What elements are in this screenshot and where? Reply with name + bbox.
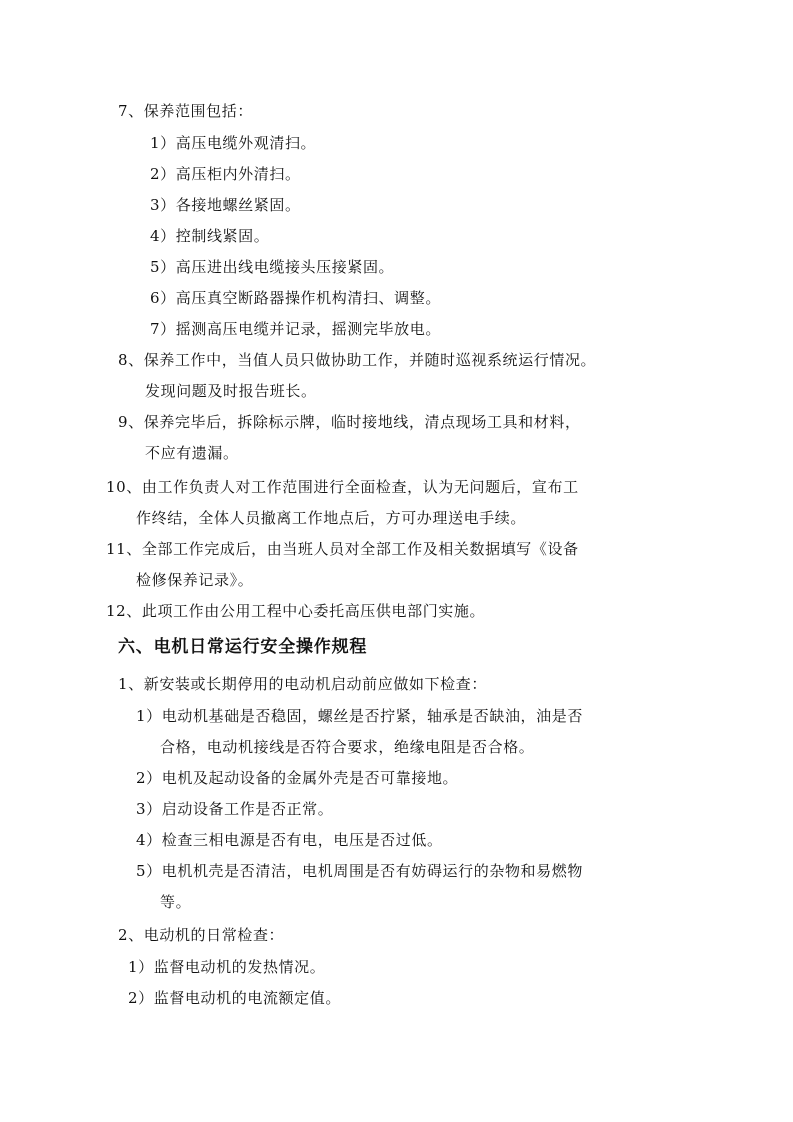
- daily-check-title: 2、电动机的日常检查：: [118, 926, 285, 944]
- scope-item-7: 7）摇测高压电缆并记录，摇测完毕放电。: [150, 320, 441, 338]
- pre-check-5-line-2: 等。: [160, 893, 192, 911]
- item-10-line-1: 10、由工作负责人对工作范围进行全面检查，认为无问题后，宣布工: [106, 478, 579, 496]
- item-12-line-1: 12、此项工作由公用工程中心委托高压供电部门实施。: [106, 602, 486, 620]
- pre-check-title: 1、新安装或长期停用的电动机启动前应做如下检查：: [118, 675, 487, 693]
- pre-check-2: 2）电机及起动设备的金属外壳是否可靠接地。: [136, 769, 459, 787]
- item-9-line-2: 不应有遗漏。: [145, 444, 239, 462]
- item-10-line-2: 作终结，全体人员撤离工作地点后，方可办理送电手续。: [136, 509, 527, 527]
- pre-check-4: 4）检查三相电源是否有电，电压是否过低。: [136, 831, 443, 849]
- scope-item-3: 3）各接地螺丝紧固。: [150, 196, 301, 214]
- item-11-line-1: 11、全部工作完成后，由当班人员对全部工作及相关数据填写《设备: [106, 540, 579, 558]
- daily-check-1: 1）监督电动机的发热情况。: [128, 958, 326, 976]
- scope-item-6: 6）高压真空断路器操作机构清扫、调整。: [150, 289, 441, 307]
- scope-title: 7、保养范围包括：: [118, 102, 253, 120]
- daily-check-2: 2）监督电动机的电流额定值。: [128, 989, 341, 1007]
- item-8-line-1: 8、保养工作中，当值人员只做协助工作，并随时巡视系统运行情况。: [118, 351, 597, 369]
- scope-item-2: 2）高压柜内外清扫。: [150, 165, 301, 183]
- pre-check-3: 3）启动设备工作是否正常。: [136, 800, 334, 818]
- item-8-line-2: 发现问题及时报告班长。: [145, 382, 317, 400]
- pre-check-5-line-1: 5）电机机壳是否清洁，电机周围是否有妨碍运行的杂物和易燃物: [136, 862, 583, 880]
- item-9-line-1: 9、保养完毕后，拆除标示牌，临时接地线，清点现场工具和材料，: [118, 413, 581, 431]
- pre-check-1-line-1: 1）电动机基础是否稳固，螺丝是否拧紧，轴承是否缺油，油是否: [136, 707, 583, 725]
- scope-item-5: 5）高压进出线电缆接头压接紧固。: [150, 258, 395, 276]
- section-6-heading: 六、电机日常运行安全操作规程: [118, 637, 368, 657]
- scope-item-4: 4）控制线紧固。: [150, 227, 270, 245]
- scope-item-1: 1）高压电缆外观清扫。: [150, 134, 317, 152]
- item-11-line-2: 检修保养记录》。: [136, 571, 254, 589]
- pre-check-1-line-2: 合格，电动机接线是否符合要求，绝缘电阻是否合格。: [160, 738, 535, 756]
